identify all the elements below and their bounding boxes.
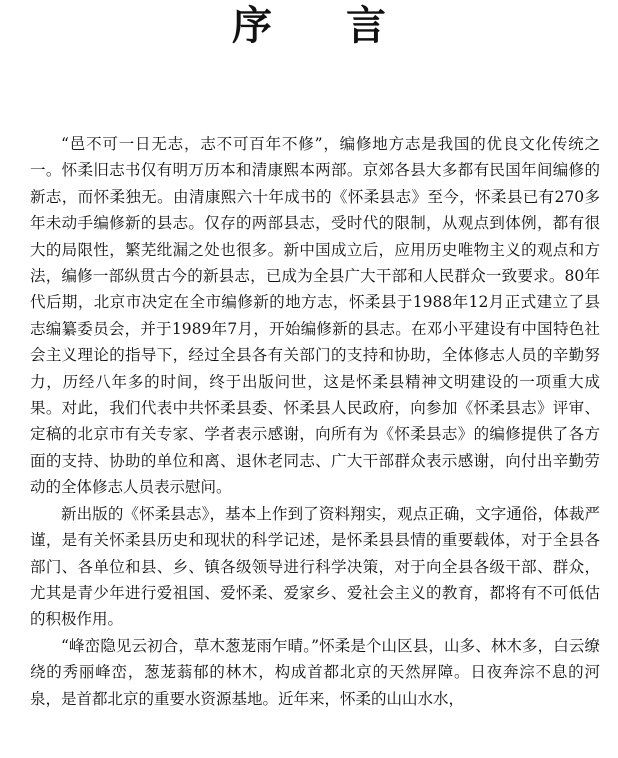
preface-body [30,131,600,712]
paragraph-1: “邑不可一日无志，志不可百年不修”，编修地方志是我国的优良文化传统之一。怀柔旧志书仅有明万历本和清康熙本两部。京郊各县大多都有民国年间编修的新志，而怀柔独无。由清康熙六十年成书的《怀柔县志》至今，怀柔县已有270多年未动手编修新的县志。仅存的两部县志，受时代的限制，从观点到体例，都有很大的局限性，繁芜纰漏之处也很多。新中国成立后，应用历史唯物主义的观点和方法，编修一部纵贯古今的新县志，已成为全县广大干部和人民群众一致要求。80年代后期，北京市决定在全市编修新的地方志，怀柔县于1988年12月正式建立了县志编纂委员会，并于1989年7月，开始编修新的县志。在邓小平建设有中国特色社会主义理论的指导下，经过全县各有关部门的支持和协助，全体修志人员的辛勤努力，历经八年多的时间，终于出版问世，这是怀柔县精神文明建设的一项重大成果。对此，我们代表中共怀柔县委、怀柔县人民政府，向参加《怀柔县志》评审、定稿的北京市有关专家、学者表示感谢，向所有为《怀柔县志》的编修提供了各方面的支持、协助的单位和离、退休老同志、广大干部群众表示感谢，向付出辛勤劳动的全体修志人员表示慰问。 [30,135,600,497]
paragraph-2: 新出版的《怀柔县志》，基本上作到了资料翔实，观点正确，文字通俗，体裁严谨，是有关怀柔县历史和现状的科学记述，是怀柔县县情的重要载体，对于全县各部门、各单位和县、乡、镇各级领导进行科学决策，对于向全县各级干部、群众，尤其是青少年进行爱祖国、爱怀柔、爱家乡、爱社会主义的教育，都将有不可低估的积极作用。 [30,504,600,629]
page-title: 序 言 [232,3,416,49]
paragraph-3: “峰峦隐见云初合，草木葱茏雨乍晴。”怀柔是个山区县，山多、林木多，白云缭绕的秀丽峰峦，葱茏蓊郁的林木，构成首都北京的天然屏障。日夜奔淙不息的河泉，是首都北京的重要水资源基地。近年来，怀柔的山山水水， [30,636,600,708]
